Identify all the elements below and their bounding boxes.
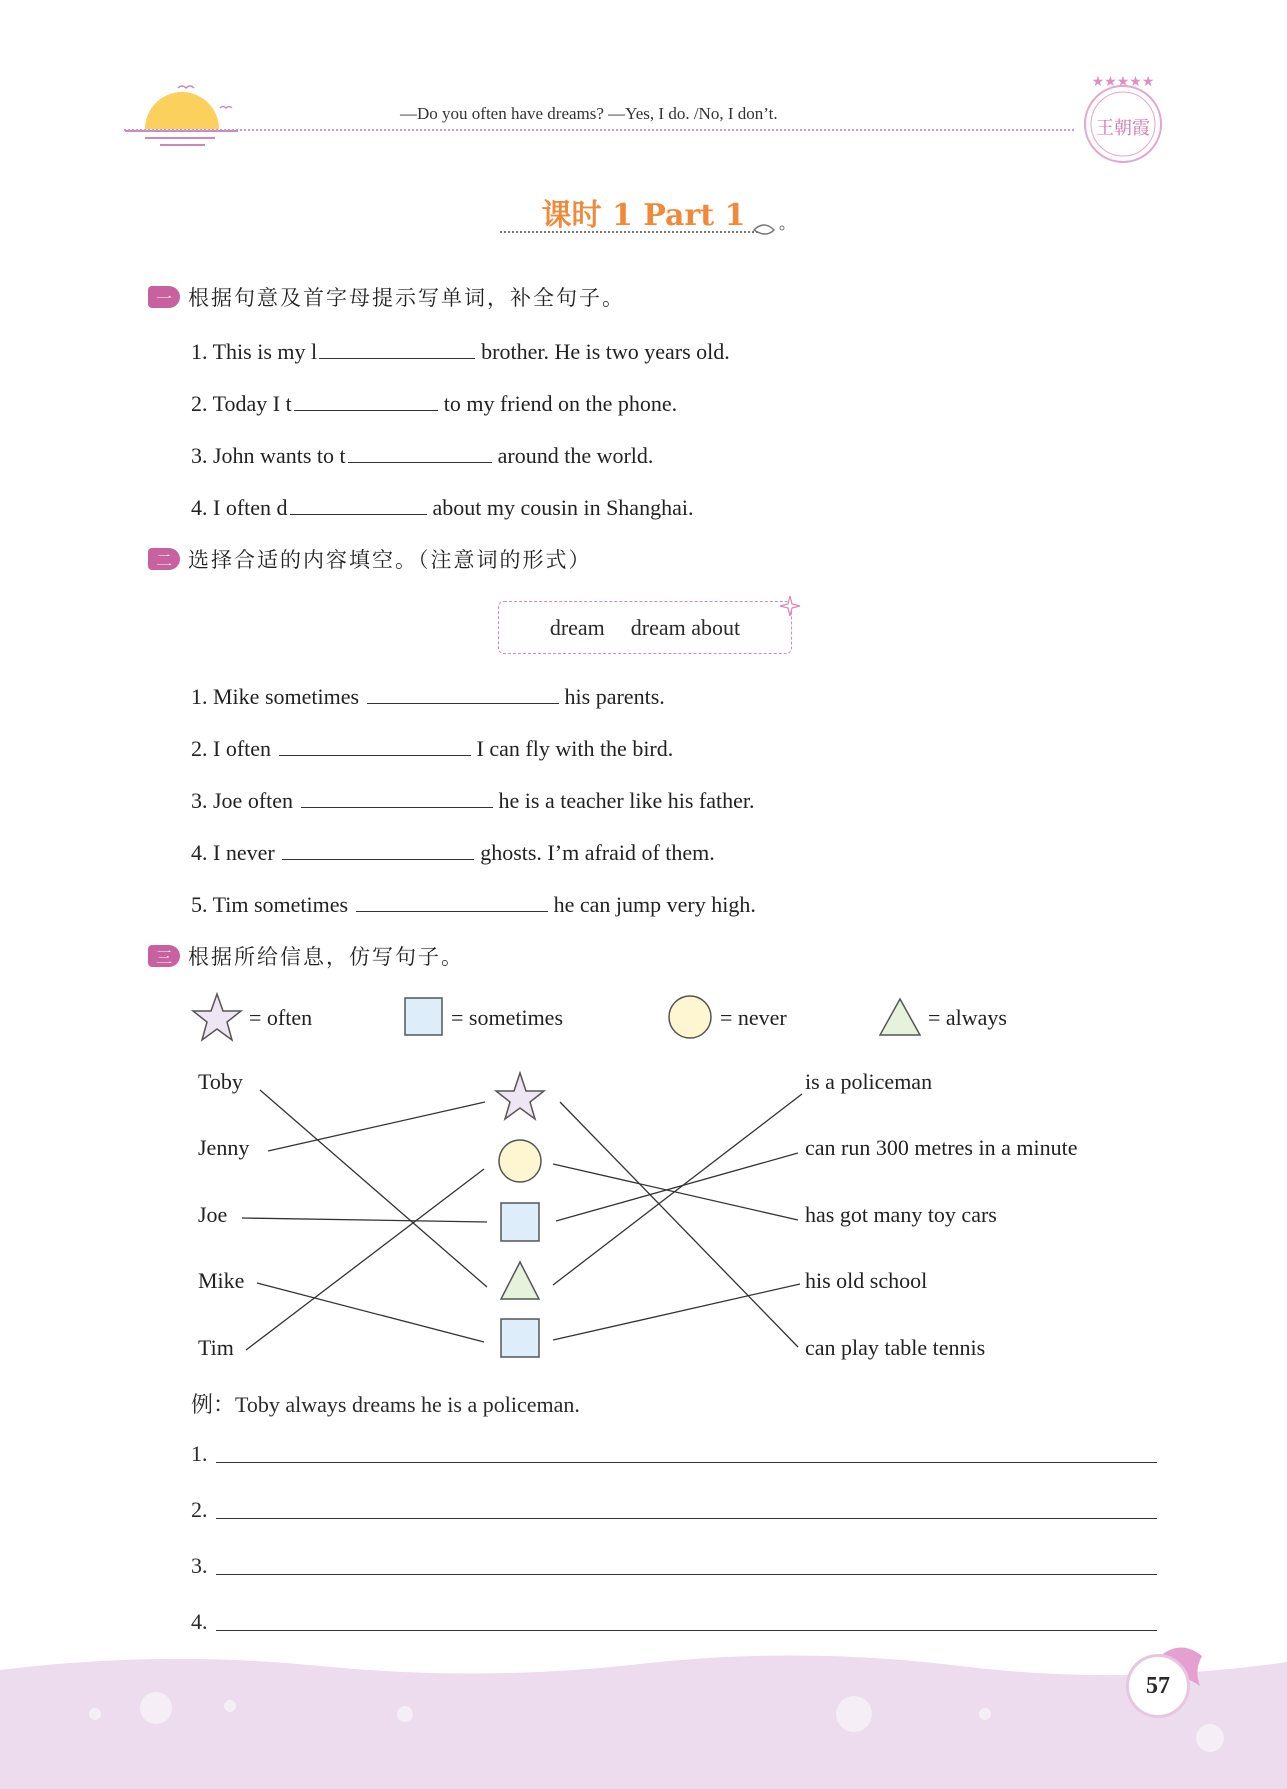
answer-blank[interactable] bbox=[348, 440, 492, 463]
answer-blank[interactable] bbox=[294, 388, 438, 411]
section3-instruction: 根据所给信息，仿写句子。 bbox=[188, 945, 464, 969]
s2-item-1: 1. Mike sometimes his parents. bbox=[191, 681, 665, 710]
footer-wave bbox=[0, 1650, 1287, 1789]
connector-line bbox=[268, 1102, 485, 1151]
write-line-number: 4. bbox=[191, 1609, 208, 1634]
section1-badge: 一 bbox=[148, 286, 180, 308]
answer-blank[interactable] bbox=[279, 733, 471, 756]
match-square-icon bbox=[501, 1203, 539, 1241]
section2-badge: 二 bbox=[148, 548, 180, 570]
s1-item-1: 1. This is my l brother. He is two years old. bbox=[191, 336, 730, 365]
legend-triangle-icon bbox=[878, 997, 922, 1037]
header-divider bbox=[124, 129, 1074, 131]
page-number: 57 bbox=[1126, 1654, 1190, 1718]
section1-heading bbox=[148, 282, 625, 312]
legend-circle-icon bbox=[667, 994, 713, 1040]
writing-line[interactable] bbox=[216, 1630, 1157, 1631]
name-tim: Tim bbox=[198, 1335, 234, 1360]
s2-item-5: 5. Tim sometimes he can jump very high. bbox=[191, 889, 756, 918]
legend-often: = often bbox=[249, 1005, 313, 1030]
s2-item-3: 3. Joe often he is a teacher like his father. bbox=[191, 785, 754, 814]
answer-blank[interactable] bbox=[301, 785, 493, 808]
header-dialogue: —Do you often have dreams? —Yes, I do. /No, I don’t. bbox=[400, 104, 778, 123]
answer-blank[interactable] bbox=[290, 492, 427, 515]
writing-line[interactable] bbox=[216, 1518, 1157, 1519]
connector-line bbox=[242, 1218, 487, 1222]
section3-heading bbox=[148, 941, 464, 971]
connector-line bbox=[553, 1284, 800, 1340]
connector-line bbox=[257, 1283, 484, 1342]
word-option: dream bbox=[549, 614, 605, 640]
connector-line bbox=[553, 1094, 802, 1285]
phrase-policeman: is a policeman bbox=[805, 1069, 933, 1094]
phrase-run: can run 300 metres in a minute bbox=[805, 1135, 1078, 1160]
s2-item-4: 4. I never ghosts. I’m afraid of them. bbox=[191, 837, 715, 866]
connector-line bbox=[553, 1164, 798, 1220]
phrase-toy-cars: has got many toy cars bbox=[805, 1202, 997, 1227]
name-joe: Joe bbox=[198, 1202, 228, 1227]
word-option: dream about bbox=[630, 614, 741, 640]
match-triangle-icon bbox=[501, 1262, 539, 1299]
legend-square-icon bbox=[404, 997, 444, 1037]
name-mike: Mike bbox=[198, 1268, 245, 1293]
s1-item-4: 4. I often d about my cousin in Shanghai. bbox=[191, 492, 693, 521]
answer-blank[interactable] bbox=[319, 336, 475, 359]
legend-star-icon bbox=[191, 992, 243, 1042]
answer-blank[interactable] bbox=[367, 681, 559, 704]
write-line-number: 2. bbox=[191, 1497, 208, 1522]
phrase-old-school: his old school bbox=[805, 1268, 928, 1293]
write-line-number: 1. bbox=[191, 1441, 208, 1466]
writing-line[interactable] bbox=[216, 1462, 1157, 1463]
legend-never: = never bbox=[720, 1005, 787, 1030]
sunset-logo-icon bbox=[120, 76, 240, 156]
writing-line[interactable] bbox=[216, 1574, 1157, 1575]
section3-badge: 三 bbox=[148, 945, 180, 967]
connector-line bbox=[556, 1153, 798, 1221]
legend-always: = always bbox=[928, 1005, 1007, 1030]
legend-sometimes: = sometimes bbox=[451, 1005, 564, 1030]
bird-doodle-icon bbox=[752, 218, 792, 242]
connector-line bbox=[560, 1102, 798, 1347]
svg-text:★★★★★: ★★★★★ bbox=[1091, 76, 1155, 90]
word-bank bbox=[498, 601, 792, 654]
connector-line bbox=[246, 1169, 484, 1350]
s1-item-3: 3. John wants to t around the world. bbox=[191, 440, 653, 469]
answer-blank[interactable] bbox=[282, 837, 474, 860]
s1-item-2: 2. Today I t to my friend on the phone. bbox=[191, 388, 677, 417]
section2-instruction: 选择合适的内容填空。（注意词的形式） bbox=[188, 548, 592, 572]
write-line-number: 3. bbox=[191, 1553, 208, 1578]
brand-stamp-icon bbox=[1078, 76, 1168, 166]
sparkle-icon bbox=[778, 594, 802, 618]
match-square-icon bbox=[501, 1319, 539, 1357]
match-circle-icon bbox=[499, 1140, 541, 1182]
section2-heading bbox=[148, 544, 592, 574]
name-toby: Toby bbox=[198, 1069, 243, 1094]
stamp-text: 王朝霞 bbox=[1096, 118, 1150, 139]
page-title: 课时 1 Part 1 bbox=[541, 198, 746, 233]
title-underline bbox=[500, 231, 758, 233]
answer-blank[interactable] bbox=[356, 889, 548, 912]
s2-item-2: 2. I often I can fly with the bird. bbox=[191, 733, 673, 762]
match-star-icon bbox=[496, 1073, 544, 1119]
phrase-table-tennis: can play table tennis bbox=[805, 1335, 986, 1360]
name-jenny: Jenny bbox=[198, 1135, 250, 1160]
connector-line bbox=[260, 1090, 487, 1287]
example-sentence: 例：Toby always dreams he is a policeman. bbox=[191, 1392, 580, 1417]
section1-instruction: 根据句意及首字母提示写单词，补全句子。 bbox=[188, 286, 625, 310]
